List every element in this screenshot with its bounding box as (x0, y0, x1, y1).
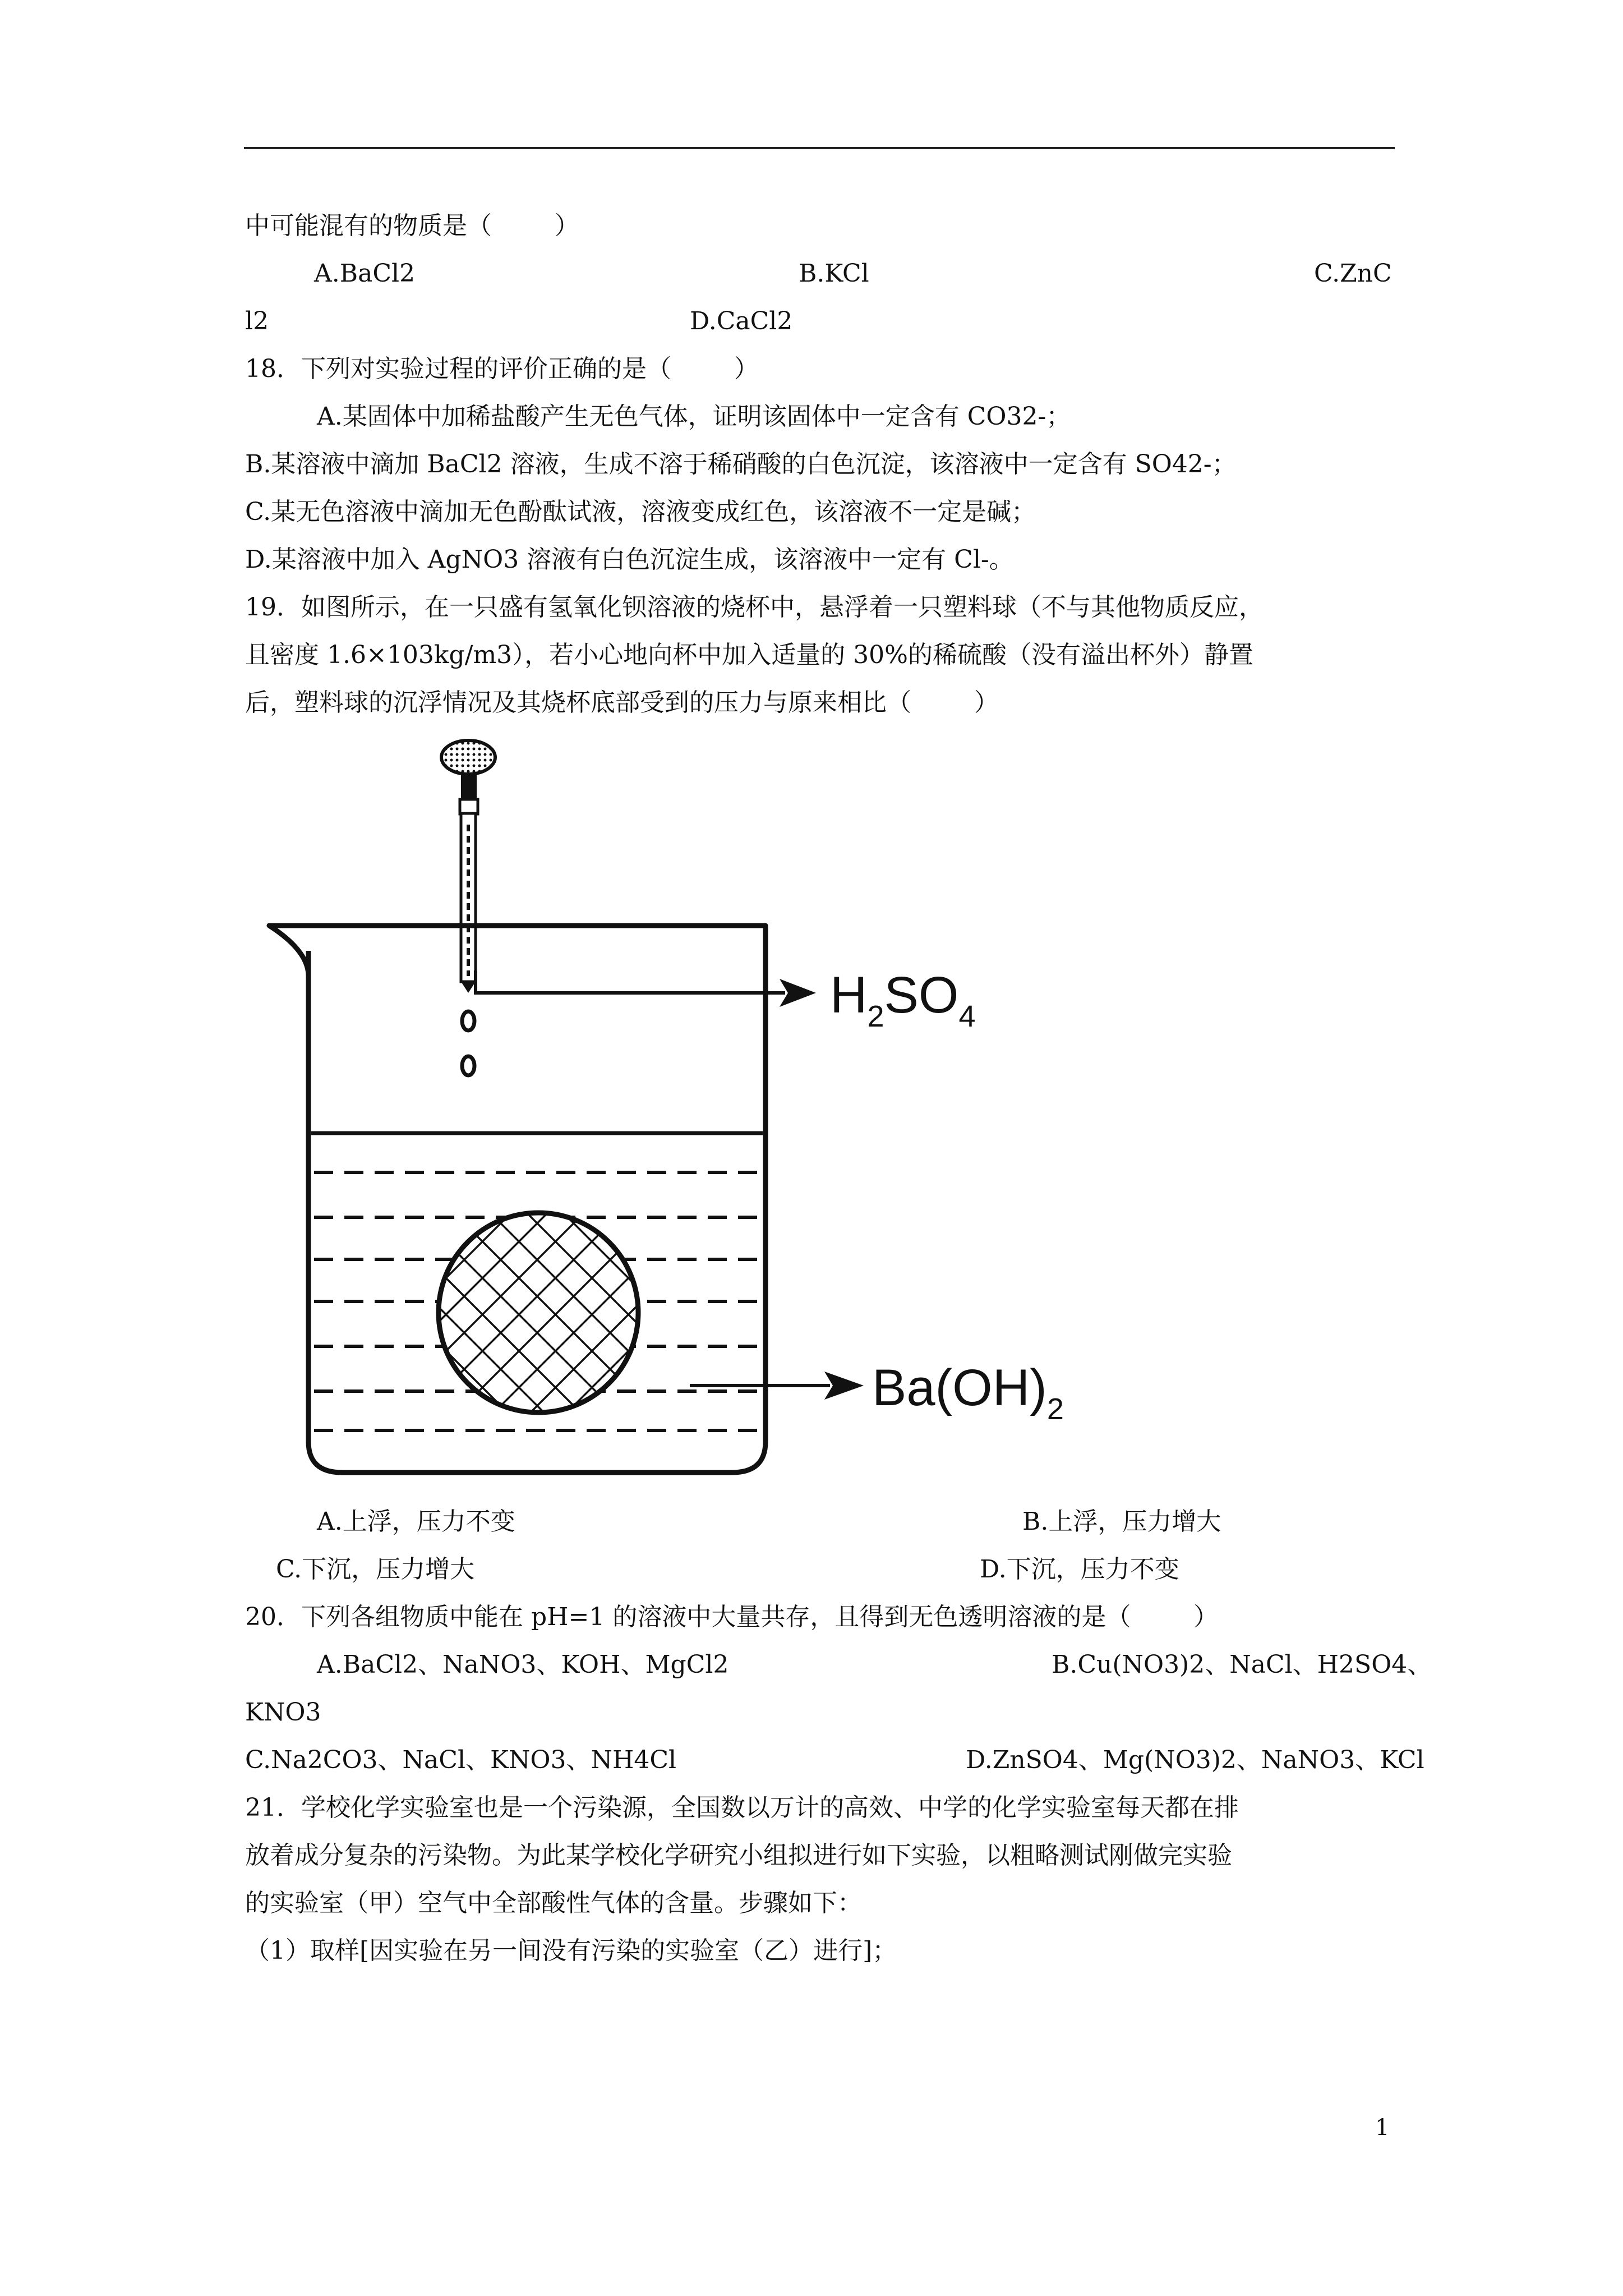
svg-text:H2SO4 (830, 967, 975, 1033)
q17-option-d: D.CaCl2 (690, 307, 793, 335)
q20-option-a: A.BaCl2、NaNO3、KOH、MgCl2 (317, 1650, 729, 1679)
base-label: Ba(OH) (872, 1359, 1047, 1416)
q19-stem-line2: 且密度 1.6×103kg/m3），若小心地向杯中加入适量的 30%的稀硫酸（没有溢出杯外）静置 (245, 641, 1253, 669)
q21-stem-line3: 的实验室（甲）空气中全部酸性气体的含量。步骤如下： (245, 1889, 862, 1917)
acid-label-so: SO (884, 967, 959, 1024)
q17-stem-continuation: 中可能混有的物质是（ ） (245, 211, 579, 240)
base-label-sub: 2 (1046, 1392, 1064, 1426)
q18-option-b: B.某溶液中滴加 BaCl2 溶液，生成不溶于稀硝酸的白色沉淀，该溶液中一定含有 SO42-； (245, 450, 1237, 478)
svg-text:Ba(OH)2 (872, 1359, 1064, 1426)
beaker-figure (264, 729, 1138, 1515)
q20-option-b-part2: KNO3 (245, 1698, 321, 1727)
q17-option-b: B.KCl (799, 259, 869, 288)
q20-stem: 20．下列各组物质中能在 pH=1 的溶液中大量共存，且得到无色透明溶液的是（ ） (245, 1603, 1219, 1631)
q18-option-a: A.某固体中加稀盐酸产生无色气体，证明该固体中一定含有 CO32-； (317, 402, 1071, 431)
q17-option-a: A.BaCl2 (314, 259, 416, 288)
acid-label-sub1: 2 (867, 1000, 884, 1033)
q17-option-c-part2: l2 (245, 307, 269, 335)
q21-stem-line2: 放着成分复杂的污染物。为此某学校化学研究小组拟进行如下实验，以粗略测试刚做完实验 (245, 1841, 1232, 1870)
q19-option-a: A.上浮，压力不变 (317, 1507, 515, 1536)
q18-stem: 18．下列对实验过程的评价正确的是（ ） (245, 355, 759, 383)
q20-option-b-part1: B.Cu(NO3)2、NaCl、H2SO4、 (1052, 1650, 1432, 1679)
acid-label-h: H (830, 967, 868, 1024)
q19-option-b: B.上浮，压力增大 (1022, 1507, 1221, 1536)
q21-stem-line1: 21．学校化学实验室也是一个污染源，全国数以万计的高效、中学的化学实验室每天都在排 (245, 1793, 1239, 1822)
header-rule (244, 147, 1395, 149)
q19-stem-line3: 后，塑料球的沉浮情况及其烧杯底部受到的压力与原来相比（ ） (245, 688, 999, 717)
drop-2 (462, 1056, 474, 1075)
q17-option-c-part1: C.ZnC (1314, 259, 1392, 288)
dropper-icon (441, 740, 495, 993)
q18-option-d: D.某溶液中加入 AgNO3 溶液有白色沉淀生成，该溶液中一定有 Cl-。 (245, 545, 1014, 574)
q19-stem-line1: 19．如图所示，在一只盛有氢氧化钡溶液的烧杯中，悬浮着一只塑料球（不与其他物质反应， (245, 593, 1264, 622)
q20-option-d: D.ZnSO4、Mg(NO3)2、NaNO3、KCl (966, 1746, 1424, 1774)
q19-option-c: C.下沉，压力增大 (276, 1555, 475, 1584)
q19-option-d: D.下沉，压力不变 (980, 1555, 1179, 1584)
page-number: 1 (1375, 2115, 1390, 2141)
drop-1 (462, 1011, 474, 1030)
q21-step1: （1）取样[因实验在另一间没有污染的实验室（乙）进行]； (245, 1936, 897, 1965)
acid-label-sub2: 4 (958, 1000, 976, 1033)
q20-option-c: C.Na2CO3、NaCl、KNO3、NH4Cl (245, 1746, 677, 1774)
q18-option-c: C.某无色溶液中滴加无色酚酞试液，溶液变成红色，该溶液不一定是碱； (245, 498, 1036, 526)
